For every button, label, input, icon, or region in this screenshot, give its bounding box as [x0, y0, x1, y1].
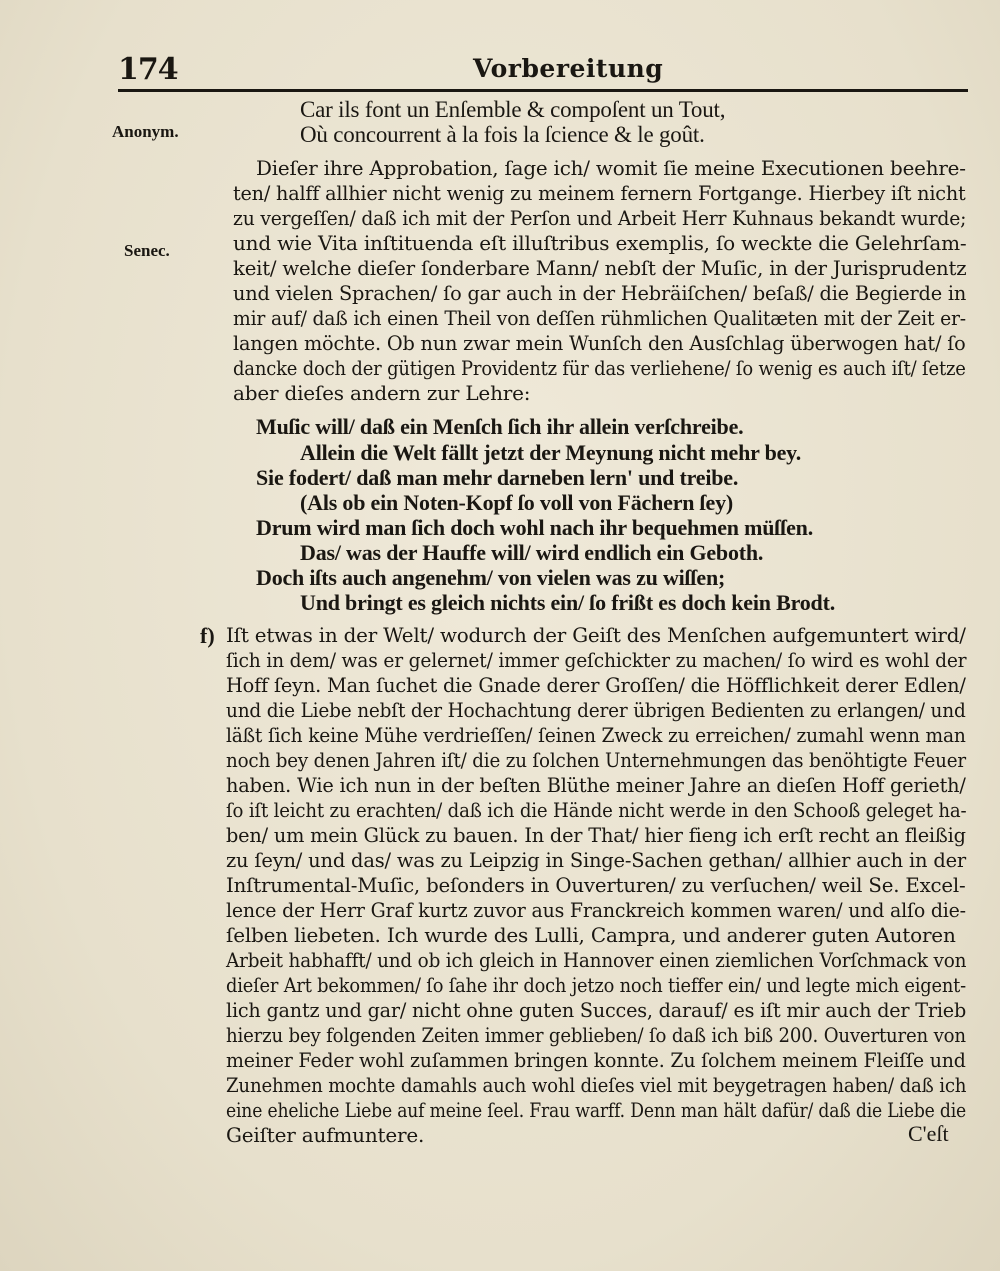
catchword: C'eſt	[908, 1121, 949, 1146]
text-line: Geiſter aufmuntere.	[226, 1123, 425, 1147]
text-line: läßt ſich keine Mühe verdrieſſen/ ſeinen Zweck zu erreichen/ zumahl wenn man	[226, 723, 966, 747]
verse-line: Drum wird man ſich doch wohl nach ihr bequehmen müſſen.	[256, 515, 814, 540]
verse-line: Doch iſts auch angenehm/ von vielen was zu wiſſen;	[256, 565, 726, 590]
text-line: Zunehmen mochte damahls auch wohl dieſes viel mit beygetragen haben/ daß ich	[226, 1073, 967, 1097]
page-number: 174	[118, 52, 178, 87]
text-line: keit/ welche dieſer ſonderbare Mann/ nebſt der Muſic, in der Jurisprudentz	[233, 256, 967, 280]
header-rule	[118, 89, 968, 92]
text-line: Arbeit habhafft/ und ob ich gleich in Hannover einen ziemlichen Vorſchmack von	[226, 948, 967, 972]
verse-line: Allein die Welt fällt jetzt der Meynung nicht mehr bey.	[300, 440, 802, 465]
verse-line: Und bringt es gleich nichts ein/ ſo frißt es doch kein Brodt.	[300, 590, 835, 615]
text-line: Hoff ſeyn. Man ſuchet die Gnade derer Groſſen/ die Höfflichkeit derer Edlen/	[226, 673, 966, 697]
text-line: dieſer Art bekommen/ ſo ſahe ihr doch jetzo noch tieffer ein/ und legte mich eigent-	[226, 973, 966, 997]
text-line: Dieſer ihre Approbation, ſage ich/ womit ſie meine Executionen beehre-	[256, 156, 966, 180]
text-line: noch bey denen Jahren iſt/ die zu ſolchen Unternehmungen das benöhtigte Feuer	[226, 748, 966, 772]
text-line: ſich in dem/ was er gelernet/ immer geſchickter zu machen/ ſo wird es wohl der	[226, 648, 967, 672]
text-line: haben. Wie ich nun in der beſten Blüthe meiner Jahre an dieſen Hoff gerieth/	[226, 773, 966, 797]
quote-line: Car ils font un Enſemble & compoſent un Tout,	[300, 97, 726, 122]
text-line: hierzu bey folgenden Zeiten immer geblieben/ ſo daß ich biß 200. Ouverturen von	[226, 1023, 966, 1047]
running-head: Vorbereitung	[473, 54, 664, 83]
verse-line: Sie fodert/ daß man mehr darneben lern' und treibe.	[256, 465, 739, 490]
verse-line: Das/ was der Hauffe will/ wird endlich ein Geboth.	[300, 540, 764, 565]
verse-line: Muſic will/ daß ein Menſch ſich ihr allein verſchreibe.	[256, 414, 744, 439]
note-marker: f)	[200, 623, 215, 648]
text-line: mir auf/ daß ich einen Theil von deſſen rühmlichen Qualitæten mit der Zeit er-	[233, 306, 966, 330]
verse-line: (Als ob ein Noten-Kopf ſo voll von Fächern ſey)	[300, 490, 734, 515]
text-line: und vielen Sprachen/ ſo gar auch in der Hebräiſchen/ beſaß/ die Begierde in	[233, 281, 967, 305]
quote-line: Où concourrent à la fois la ſcience & le goût.	[300, 122, 705, 147]
text-line: und wie Vita inſtituenda eſt illuſtribus exemplis, ſo weckte die Gelehrſam-	[233, 231, 967, 255]
text-line: aber dieſes andern zur Lehre:	[233, 381, 531, 405]
text-line: eine eheliche Liebe auf meine ſeel. Frau warff. Denn man hält dafür/ daß die Liebe die	[226, 1098, 967, 1122]
text-line: ſo iſt leicht zu erachten/ daß ich die Hände nicht werde in den Schooß geleget ha-	[226, 798, 967, 822]
text-line: ten/ halff allhier nicht wenig zu meinem fernern Fortgange. Hierbey iſt nicht	[233, 181, 966, 205]
text-line: ſelben liebeten. Ich wurde des Lulli, Campra, und anderer guten Autoren	[226, 923, 956, 947]
text-line: und die Liebe nebſt der Hochachtung derer übrigen Bedienten zu erlangen/ und	[226, 698, 966, 722]
text-line: dancke doch der gütigen Providentz für das verliehene/ ſo wenig es auch iſt/ ſetze	[233, 356, 966, 380]
margin-note-senec: Senec.	[124, 241, 170, 260]
text-line: ben/ um mein Glück zu bauen. In der That/ hier fieng ich erſt recht an fleißig	[226, 823, 966, 847]
text-line: zu ſeyn/ und das/ was zu Leipzig in Singe-Sachen gethan/ allhier auch in der	[226, 848, 967, 872]
text-line: meiner Feder wohl zuſammen bringen konnte. Zu ſolchem meinem Fleiſſe und	[226, 1048, 966, 1072]
text-line: zu vergeſſen/ daß ich mit der Perſon und Arbeit Herr Kuhnaus bekandt wurde;	[233, 206, 967, 230]
margin-note-anonym: Anonym.	[112, 122, 179, 141]
text-line: Iſt etwas in der Welt/ wodurch der Geiſt des Menſchen aufgemuntert wird/	[226, 623, 966, 647]
text-line: lich gantz und gar/ nicht ohne guten Succes, darauf/ es iſt mir auch der Trieb	[226, 998, 967, 1022]
text-line: langen möchte. Ob nun zwar mein Wunſch den Ausſchlag überwogen hat/ ſo	[233, 331, 966, 355]
page-header	[118, 52, 968, 88]
text-line: lence der Herr Graf kurtz zuvor aus Franckreich kommen waren/ und alſo die-	[226, 898, 966, 922]
text-line: Inſtrumental-Muſic, beſonders in Ouverturen/ zu verſuchen/ weil Se. Excel-	[226, 873, 966, 897]
